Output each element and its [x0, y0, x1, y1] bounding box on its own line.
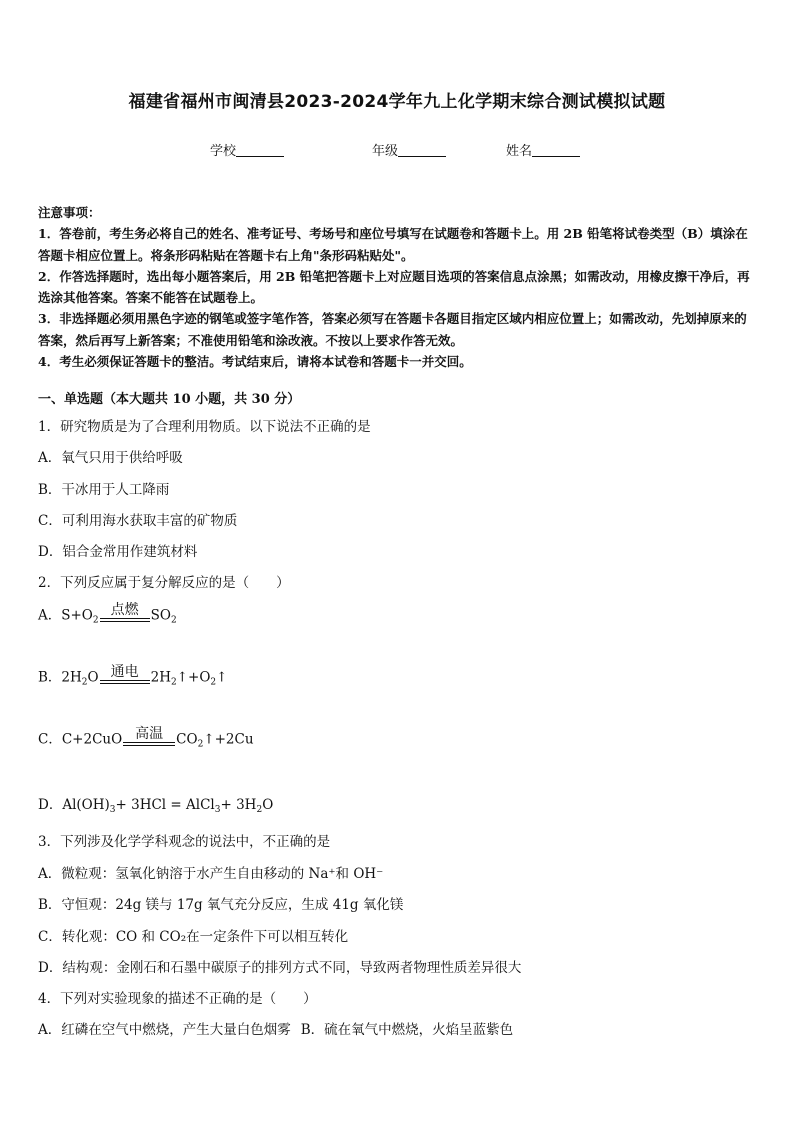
notes-item: 1．答卷前，考生务必将自己的姓名、准考证号、考场号和座位号填写在试题卷和答题卡上。用 2B 铅笔将试卷类型（B）填涂在答题卡相应位置上。将条形码粘贴在答题卡右上角"条形码粘贴处"。	[38, 226, 748, 263]
name-label: 姓名	[506, 144, 533, 159]
subscript: 2	[256, 805, 263, 815]
q1-option-a: A．氧气只用于供给呼吸	[38, 450, 183, 466]
reaction-condition	[123, 726, 175, 754]
q4-option-a: A．红磷在空气中燃烧，产生大量白色烟雾	[38, 1022, 291, 1038]
subscript: 2	[170, 677, 177, 688]
subscript: 2	[197, 739, 204, 750]
q1-stem: 1．研究物质是为了合理利用物质。以下说法不正确的是	[38, 419, 371, 435]
equation-part: + 3H	[220, 797, 257, 813]
condition-label: 通电	[110, 664, 139, 680]
notes-section	[38, 202, 758, 372]
q1-option-b: B．干冰用于人工降雨	[38, 482, 170, 498]
q2-stem: 2．下列反应属于复分解反应的是（ ）	[38, 575, 290, 591]
equation-right: CO	[176, 731, 198, 748]
q2-option-a	[38, 602, 177, 630]
reaction-condition	[100, 664, 150, 692]
q4-options	[38, 1018, 513, 1038]
q3-option-b: B．守恒观：24g 镁与 17g 氧气充分反应，生成 41g 氧化镁	[38, 897, 404, 913]
equation-left: S+O	[61, 607, 93, 624]
notes-item: 2．作答选择题时，选出每小题答案后，用 2B 铅笔把答题卡上对应题目选项的答案信息点涂黑；如需改动，用橡皮擦干净后，再选涂其他答案。答案不能答在试题卷上。	[38, 268, 750, 306]
subscript: 2	[81, 677, 88, 688]
school-label: 学校	[210, 144, 237, 159]
option-letter: B．	[38, 669, 62, 686]
option-letter: C．	[38, 731, 62, 748]
notes-heading: 注意事项：	[38, 205, 101, 220]
equation-right-tail: ↑+2Cu	[203, 731, 254, 748]
section-heading: 一、单选题（本大题共 10 小题，共 30 分）	[38, 392, 301, 407]
equation-part: + 3HCl = AlCl	[115, 797, 215, 813]
equation-right-tail: ↑+O	[176, 669, 211, 686]
equation-left: C+2CuO	[61, 731, 123, 748]
grade-field	[372, 140, 446, 159]
name-field	[506, 140, 580, 159]
exam-title: 福建省福州市闽清县2023-2024学年九上化学期末综合测试模拟试题	[128, 92, 666, 112]
notes-item: 4．考生必须保证答题卡的整洁。考试结束后，请将本试卷和答题卡一并交回。	[38, 354, 472, 370]
q1-option-c: C．可利用海水获取丰富的矿物质	[38, 513, 238, 529]
equation-right: 2H	[150, 669, 171, 686]
school-blank[interactable]	[236, 144, 284, 157]
q3-stem: 3．下列涉及化学学科观念的说法中，不正确的是	[38, 834, 331, 850]
name-blank[interactable]	[532, 144, 580, 157]
condition-label: 高温	[135, 726, 164, 742]
subscript: 3	[214, 805, 221, 815]
subscript: 2	[170, 615, 177, 626]
q3-option-d: D．结构观：金刚石和石墨中碳原子的排列方式不同，导致两者物理性质差异很大	[38, 960, 522, 976]
condition-label: 点燃	[110, 602, 139, 618]
equation-part: O	[262, 797, 274, 813]
notes-item: 3．非选择题必须用黑色字迹的钢笔或签字笔作答，答案必须写在答题卡各题目指定区域内相应位置上；如需改动，先划掉原来的答案，然后再写上新答案；不准使用铅笔和涂改液。不按以上要求作答无效。	[38, 311, 747, 348]
q4-stem: 4．下列对实验现象的描述不正确的是（ ）	[38, 991, 317, 1007]
q3-option-c: C．转化观：CO 和 CO₂在一定条件下可以相互转化	[38, 929, 349, 945]
subscript: 3	[109, 805, 116, 815]
option-letter: A．	[38, 607, 62, 624]
equation-left: 2H	[61, 669, 82, 686]
reaction-condition	[100, 602, 150, 630]
q2-option-b	[38, 664, 227, 692]
q3-option-a: A．微粒观：氢氧化钠溶于水产生自由移动的 Na⁺和 OH⁻	[38, 866, 384, 882]
q2-option-d	[38, 793, 273, 815]
q1-option-d: D．铝合金常用作建筑材料	[38, 544, 198, 560]
q2-option-c	[38, 726, 254, 754]
grade-blank[interactable]	[398, 144, 446, 157]
equation-right-end: ↑	[216, 669, 228, 686]
equation-part: Al(OH)	[62, 797, 110, 813]
equation-left-tail: O	[87, 669, 99, 686]
grade-label: 年级	[372, 144, 399, 159]
subscript: 2	[210, 677, 217, 688]
equation-right: SO	[150, 607, 171, 624]
school-field	[210, 140, 284, 159]
q4-option-b: B．硫在氧气中燃烧，火焰呈蓝紫色	[300, 1022, 514, 1038]
option-letter: D．	[38, 797, 63, 813]
subscript: 2	[92, 615, 99, 626]
